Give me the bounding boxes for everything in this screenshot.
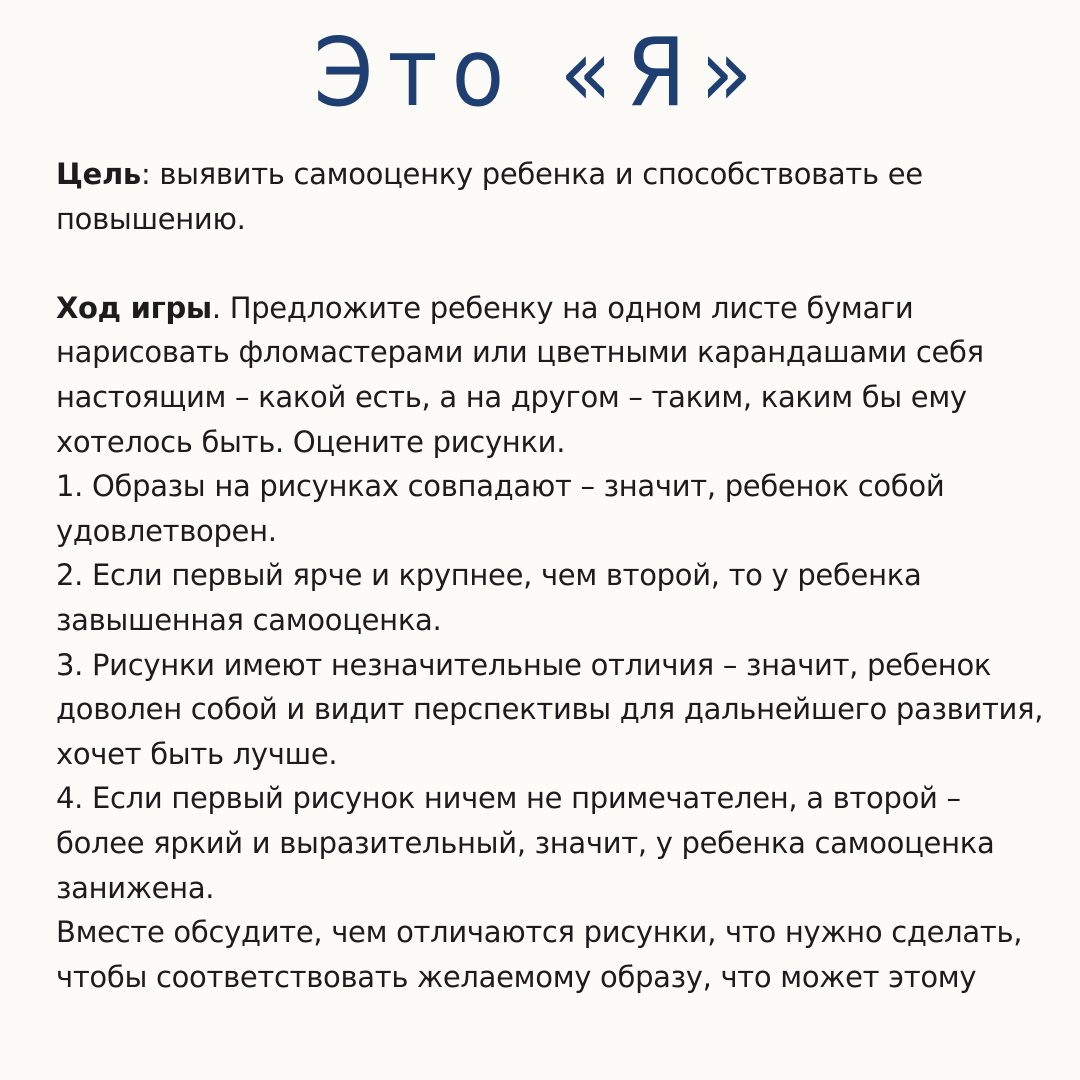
procedure-label: Ход игры bbox=[56, 290, 212, 325]
paragraph-spacer bbox=[56, 241, 1046, 286]
list-item: 2. Если первый ярче и крупнее, чем второй, то у ребенка завышенная самооценка. bbox=[56, 558, 922, 637]
page-title: Это «Я» bbox=[313, 17, 767, 128]
closing-paragraph: Вместе обсудите, чем отличаются рисунки, что нужно сделать, чтобы соответствовать желаемому образу, что может этому bbox=[56, 915, 1023, 994]
goal-text: : выявить самооценку ребенка и способствовать ее повышению. bbox=[56, 157, 923, 236]
list-item: 3. Рисунки имеют незначительные отличия – значит, ребенок доволен собой и видит перспективы для дальнейшего развития, хочет быть лучше. bbox=[56, 647, 1044, 771]
procedure-paragraph bbox=[56, 286, 1046, 464]
procedure-text: . Предложите ребенку на одном листе бумаги нарисовать фломастерами или цветными карандашами себя настоящим – какой есть, а на другом – таким, каким бы ему хотелось быть. Оцените рисунки. bbox=[56, 290, 984, 459]
goal-label: Цель bbox=[56, 157, 141, 191]
goal-paragraph bbox=[56, 152, 1046, 241]
list-item: 4. Если первый рисунок ничем не примечателен, а второй – более яркий и выразительный, значит, у ребенка самооценка занижена. bbox=[56, 781, 995, 905]
list-item: 1. Образы на рисунках совпадают – значит, ребенок собой удовлетворен. bbox=[56, 469, 945, 548]
article-body bbox=[56, 152, 1046, 999]
